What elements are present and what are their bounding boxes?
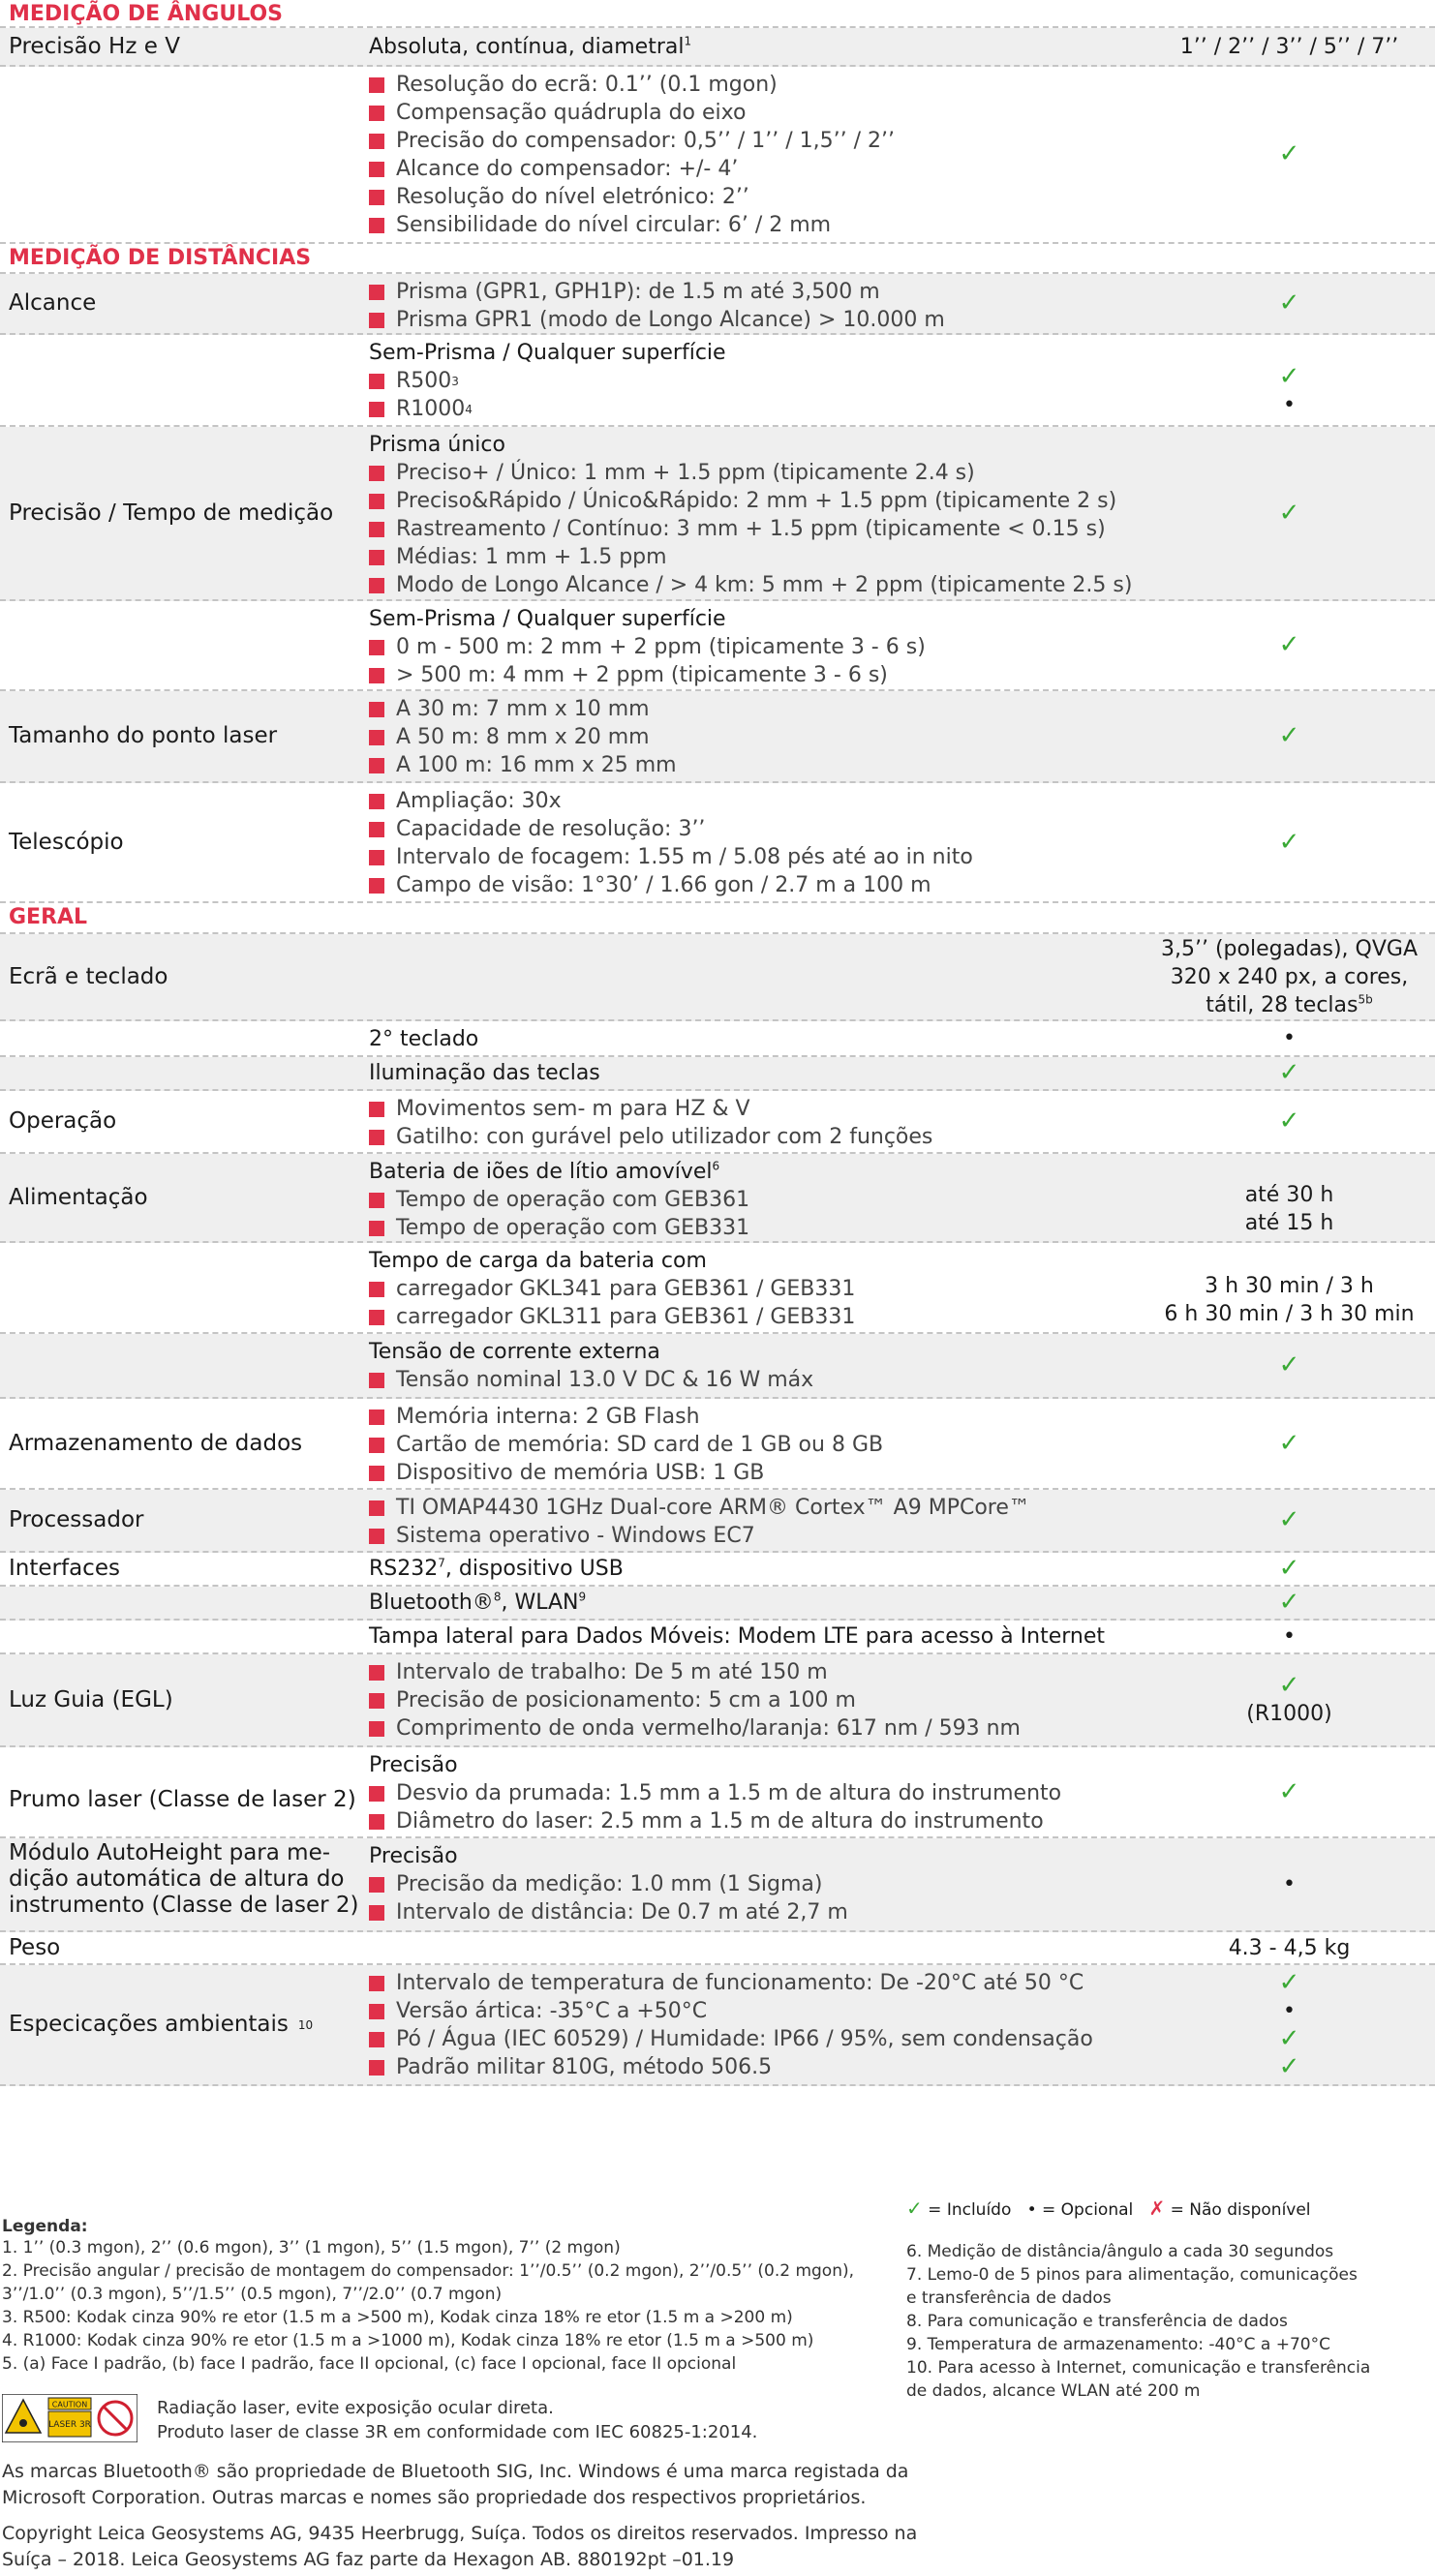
bullet-square-icon (369, 1373, 384, 1388)
optional-dot-icon: • (1283, 1872, 1296, 1896)
row-label: Especicações ambientais (9, 2012, 289, 2037)
bullet-square-icon (369, 190, 384, 205)
list-item: R500 3 (369, 367, 1144, 395)
legend-note: 8. Para comunicação e transferência de dados (906, 2312, 1288, 2331)
legend-note: 2. Precisão angular / precisão de montagem do compensador: 1’’/0.5’’ (0.2 mgon), 2’’/0.5’’ (0.2 mgon), (2, 2261, 855, 2281)
row-label: Ecrã e teclado (9, 963, 168, 989)
list-item: Precisão do compensador: 0,5’’ / 1’’ / 1,5’’ / 2’’ (369, 127, 1144, 155)
check-icon: ✓ (1278, 139, 1300, 168)
row-ponto-laser (0, 691, 1435, 783)
bullet-square-icon (369, 668, 384, 683)
cross-icon: ✗ (1148, 2197, 1166, 2220)
list-item: Tempo de operação com GEB361 (369, 1186, 1144, 1214)
bullet-square-icon (369, 1721, 384, 1737)
bullet-square-icon (369, 494, 384, 509)
check-icon: ✓ (1278, 1671, 1300, 1700)
legend-key: ✓ = Incluído • = Opcional ✗ = Não disponível (906, 2197, 1311, 2220)
bullet-square-icon (369, 1102, 384, 1117)
row-angle-details (0, 67, 1435, 244)
row-label: Precisão / Tempo de medição (9, 500, 334, 526)
row-head: Tensão de corrente externa (369, 1340, 660, 1364)
row-head: Bateria de iões de lítio amovível (369, 1160, 713, 1184)
row-sem-prisma-precisao (0, 601, 1435, 691)
legend-note: 3’’/1.0’’ (0.3 mgon), 5’’/1.5’’ (0.5 mgon), 7’’/2.0’’ (0.7 mgon) (2, 2285, 503, 2304)
legend-note: 5. (a) Face I padrão, (b) face I padrão, face II opcional, (c) face I opcional, face II opcional (2, 2354, 737, 2374)
bullet-square-icon (369, 2060, 384, 2076)
row-prumo-laser (0, 1747, 1435, 1838)
row-precisao-tempo (0, 427, 1435, 601)
check-icon: ✓ (1278, 288, 1300, 318)
list-item: Intervalo de distância: De 0.7 m até 2,7 m (369, 1898, 1144, 1926)
list-item: Movimentos sem- m para HZ & V (369, 1095, 1144, 1123)
optional-dot-icon: • (1026, 2200, 1037, 2220)
bullet-square-icon (369, 702, 384, 717)
bullet-square-icon (369, 1786, 384, 1802)
bullet-square-icon (369, 1905, 384, 1921)
bullet-square-icon (369, 850, 384, 865)
section-distances: MEDIÇÃO DE DISTÂNCIAS (0, 244, 1435, 274)
copyright: Copyright Leica Geosystems AG, 9435 Heerbrugg, Suíça. Todos os direitos reservados. Impresso na Suíça – 2018. Leica Geosystems AG faz parte da Hexagon AB. 880192pt –01.19 (2, 2523, 918, 2570)
check-icon: ✓ (1278, 1588, 1300, 1617)
row-tampa-lateral (0, 1621, 1435, 1654)
row-label: Luz Guia (EGL) (9, 1686, 173, 1712)
list-item: Alcance do compensador: +/- 4’ (369, 155, 1144, 183)
row-label: Peso (9, 1934, 61, 1960)
check-icon: ✓ (1278, 2052, 1300, 2081)
list-item: Intervalo de trabalho: De 5 m até 150 m (369, 1658, 1144, 1686)
bullet-square-icon (369, 640, 384, 655)
bullet-square-icon (369, 374, 384, 389)
row-segundo-teclado (0, 1021, 1435, 1057)
row-head: Precisão (369, 1844, 458, 1868)
bullet-square-icon (369, 1814, 384, 1830)
row-armazenamento (0, 1399, 1435, 1490)
list-item: Precisão de posicionamento: 5 cm a 100 m (369, 1686, 1144, 1714)
bullet-square-icon (369, 218, 384, 233)
bullet-square-icon (369, 77, 384, 93)
row-head: Precisão (369, 1753, 458, 1777)
list-item: Padrão militar 810G, método 506.5 (369, 2053, 1144, 2081)
bullet-square-icon (369, 1976, 384, 1991)
bullet-square-icon (369, 550, 384, 565)
list-item: 0 m - 500 m: 2 mm + 2 ppm (tipicamente 3 - 6 s) (369, 633, 1144, 661)
svg-text:CAUTION: CAUTION (51, 2400, 88, 2409)
list-item: A 100 m: 16 mm x 25 mm (369, 751, 1144, 779)
row-alcance (0, 274, 1435, 335)
section-general: GERAL (0, 903, 1435, 934)
list-item: Resolução do ecrã: 0.1’’ (0.1 mgon) (369, 71, 1144, 99)
list-item: Cartão de memória: SD card de 1 GB ou 8 GB (369, 1431, 1144, 1459)
legend-note: 7. Lemo-0 de 5 pinos para alimentação, comunicações (906, 2265, 1358, 2285)
bullet-square-icon (369, 1409, 384, 1425)
bullet-square-icon (369, 134, 384, 149)
check-icon: ✓ (1278, 2024, 1300, 2053)
row-label: Armazenamento de dados (9, 1430, 303, 1456)
bullet-square-icon (369, 1193, 384, 1208)
row-processador (0, 1490, 1435, 1553)
list-item: Memória interna: 2 GB Flash (369, 1403, 1144, 1431)
bullet-square-icon (369, 1310, 384, 1325)
row-iluminacao-teclas (0, 1057, 1435, 1091)
row-label: Tamanho do ponto laser (9, 723, 278, 748)
list-item: Modo de Longo Alcance / > 4 km: 5 mm + 2 ppm (tipicamente 2.5 s) (369, 571, 1144, 599)
bullet-square-icon (369, 878, 384, 894)
list-item: Médias: 1 mm + 1.5 ppm (369, 543, 1144, 571)
bullet-square-icon (369, 1877, 384, 1893)
bullet-square-icon (369, 313, 384, 328)
list-item: Ampliação: 30x (369, 787, 1144, 815)
row-telescopio (0, 783, 1435, 903)
bullet-square-icon (369, 2004, 384, 2019)
row-label: Interfaces (9, 1556, 120, 1581)
row-value: 4.3 - 4,5 kg (1228, 1935, 1351, 1960)
row-luz-guia: Luz Guia (EGL) Intervalo de trabalho: De 5 m até 150 m Precisão de posicionamento: 5 cm a 100 m Comprimento de onda vermelho/laranja: 617 nm / 593 nm ✓ (R1000) (0, 1654, 1435, 1747)
check-icon: ✓ (1278, 827, 1300, 857)
list-item: Resolução do nível eletrónico: 2’’ (369, 183, 1144, 211)
list-item: Versão ártica: -35°C a +50°C (369, 1997, 1144, 2025)
row-label: Precisão Hz e V (9, 33, 180, 59)
check-icon: ✓ (906, 2197, 923, 2220)
list-item: Dispositivo de memória USB: 1 GB (369, 1459, 1144, 1487)
list-item: Prisma (GPR1, GPH1P): de 1.5 m até 3,500 m (369, 278, 1144, 306)
bullet-square-icon (369, 822, 384, 837)
list-item: Preciso+ / Único: 1 mm + 1.5 ppm (tipicamente 2.4 s) (369, 459, 1144, 487)
list-item: Diâmetro do laser: 2.5 mm a 1.5 m de altura do instrumento (369, 1807, 1144, 1835)
bullet-square-icon (369, 2032, 384, 2047)
list-item: Comprimento de onda vermelho/laranja: 617 nm / 593 nm (369, 1714, 1144, 1743)
row-head: Tampa lateral para Dados Móveis: Modem LTE para acesso à Internet (369, 1624, 1105, 1649)
row-label: Prumo laser (Classe de laser 2) (9, 1786, 356, 1812)
list-item: R1000 4 (369, 395, 1144, 423)
bullet-square-icon (369, 466, 384, 481)
list-item: A 30 m: 7 mm x 10 mm (369, 695, 1144, 723)
list-item: Desvio da prumada: 1.5 mm a 1.5 m de altura do instrumento (369, 1779, 1144, 1807)
list-item: TI OMAP4430 1GHz Dual-core ARM® Cortex™ A9 MPCore™ (369, 1494, 1144, 1522)
list-item: Sensibilidade do nível circular: 6’ / 2 mm (369, 211, 1144, 239)
legend-note: 6. Medição de distância/ângulo a cada 30 segundos (906, 2242, 1334, 2261)
bullet-square-icon (369, 758, 384, 773)
row-tempo-carga: Tempo de carga da bateria com carregador GKL341 para GEB361 / GEB331 carregador GKL311 para GEB361 / GEB331 3 h 30 min / 3 h 6 h 30 min / 3 h 30 min (0, 1243, 1435, 1334)
bullet-square-icon (369, 1500, 384, 1516)
optional-dot-icon: • (1283, 1624, 1296, 1649)
row-label: Telescópio (9, 829, 124, 855)
legend-note: de dados, alcance WLAN até 200 m (906, 2381, 1201, 2401)
check-icon: ✓ (1278, 1968, 1300, 1997)
row-interfaces: Interfaces $RS232^7$, dispositivo USB ✓ (0, 1553, 1435, 1587)
row-head: Sem-Prisma / Qualquer superfície (369, 607, 726, 631)
list-item: Rastreamento / Contínuo: 3 mm + 1.5 ppm (tipicamente < 0.15 s) (369, 515, 1144, 543)
legend-title: Legenda: (2, 2217, 88, 2236)
bullet-square-icon (369, 578, 384, 593)
list-item: Preciso&Rápido / Único&Rápido: 2 mm + 1.5 ppm (tipicamente 2 s) (369, 487, 1144, 515)
row-label: Alimentação (9, 1184, 148, 1210)
legend (0, 2217, 1435, 2401)
list-item: Gatilho: con gurável pelo utilizador com 2 funções (369, 1123, 1144, 1151)
check-icon: ✓ (1278, 498, 1300, 528)
list-item: Sistema operativo - Windows EC7 (369, 1522, 1144, 1550)
trademarks: As marcas Bluetooth® são propriedade de Bluetooth SIG, Inc. Windows é uma marca registada da Microsoft Corporation. Outras marcas e nomes são propriedade dos respectivos proprietários. (2, 2461, 909, 2508)
check-icon: ✓ (1278, 721, 1300, 750)
row-alimentacao: Alimentação Bateria de iões de lítio amovível$^6$ Tempo de operação com GEB361 Tempo de operação com GEB331 até 30 h até 15 h (0, 1154, 1435, 1243)
row-head: Tempo de carga da bateria com (369, 1249, 707, 1273)
optional-dot-icon: • (1283, 1999, 1296, 2023)
list-item: carregador GKL341 para GEB361 / GEB331 (369, 1275, 1144, 1303)
optional-dot-icon: • (1283, 1026, 1296, 1050)
legend-note: 3. R500: Kodak cinza 90% re etor (1.5 m a >500 m), Kodak cinza 18% re etor (1.5 m a >200 m) (2, 2308, 793, 2327)
row-label: Módulo AutoHeight para me- (9, 1840, 331, 1865)
row-label: Operação (9, 1108, 117, 1134)
legend-note: 1. 1’’ (0.3 mgon), 2’’ (0.6 mgon), 3’’ (1 mgon), 5’’ (1.5 mgon), 7’’ (2 mgon) (2, 2238, 621, 2258)
check-icon: ✓ (1278, 1554, 1300, 1583)
check-icon: ✓ (1278, 362, 1300, 391)
list-item: Intervalo de temperatura de funcionamento: De -20°C até 50 °C (369, 1969, 1144, 1997)
legend-note: 10. Para acesso à Internet, comunicação e transferência (906, 2358, 1371, 2378)
row-ecra-teclado: Ecrã e teclado 3,5’’ (polegadas), QVGA 320 x 240 px, a cores, tátil, 28 teclas$^{5b}$ (0, 934, 1435, 1021)
row-label: Processador (9, 1507, 144, 1532)
list-item: Tensão nominal 13.0 V DC & 16 W máx (369, 1366, 1144, 1394)
list-item: > 500 m: 4 mm + 2 ppm (tipicamente 3 - 6 s) (369, 661, 1144, 689)
check-icon: ✓ (1278, 1106, 1300, 1136)
list-item: Precisão da medição: 1.0 mm (1 Sigma) (369, 1870, 1144, 1898)
row-head: Iluminação das teclas (369, 1061, 600, 1085)
row-head: Absoluta, contínua, diametral (369, 35, 685, 59)
row-head: 2° teclado (369, 1027, 479, 1051)
row-value: 1’’ / 2’’ / 3’’ / 5’’ / 7’’ (1179, 34, 1399, 59)
bullet-square-icon (369, 1466, 384, 1481)
bullet-square-icon (369, 522, 384, 537)
row-operacao (0, 1091, 1435, 1154)
check-icon: ✓ (1278, 1505, 1300, 1534)
row-head: Prisma único (369, 433, 505, 457)
bullet-square-icon (369, 1665, 384, 1681)
bullet-square-icon (369, 1529, 384, 1544)
row-head: Sem-Prisma / Qualquer superfície (369, 341, 726, 365)
list-item: Tempo de operação com GEB331 (369, 1214, 1144, 1242)
bullet-square-icon (369, 106, 384, 121)
bullet-square-icon (369, 285, 384, 300)
list-item: Prisma GPR1 (modo de Longo Alcance) > 10.000 m (369, 306, 1144, 334)
check-icon: ✓ (1278, 1776, 1300, 1806)
row-autoheight: Módulo AutoHeight para me- dição automática de altura do instrumento (Classe de laser 2) Precisão Precisão da medição: 1.0 mm (1 Sigma) Intervalo de distância: De 0.7 m até 2,7 m • (0, 1838, 1435, 1932)
svg-text:LASER 3R: LASER 3R (48, 2420, 91, 2430)
row-sem-prisma (0, 335, 1435, 427)
row-tensao (0, 1334, 1435, 1399)
legend-note: 9. Temperatura de armazenamento: -40°C a +70°C (906, 2335, 1330, 2354)
list-item: Compensação quádrupla do eixo (369, 99, 1144, 127)
check-icon: ✓ (1278, 630, 1300, 659)
row-especificacoes-ambientais: Especicações ambientais 10 Intervalo de temperatura de funcionamento: De -20°C até 50 °C Versão ártica: -35°C a +50°C Pó / Água (IEC 60529) / Humidade: IP66 / 95%, sem condensação Padrão militar 810G, método 506.5 ✓ • ✓ ✓ (0, 1965, 1435, 2086)
laser-warning-label (2, 2394, 137, 2446)
check-icon: ✓ (1278, 1058, 1300, 1087)
section-angles: MEDIÇÃO DE ÂNGULOS (0, 0, 1435, 28)
list-item: A 50 m: 8 mm x 20 mm (369, 723, 1144, 751)
bullet-square-icon (369, 1130, 384, 1145)
legend-note: 4. R1000: Kodak cinza 90% re etor (1.5 m a >1000 m), Kodak cinza 18% re etor (1.5 m a >500 m) (2, 2331, 814, 2350)
bullet-square-icon (369, 402, 384, 417)
row-peso (0, 1932, 1435, 1965)
list-item: Capacidade de resolução: 3’’ (369, 815, 1144, 843)
laser-text: Radiação laser, evite exposição ocular direta. Produto laser de classe 3R em conformidade com IEC 60825-1:2014. (157, 2398, 758, 2442)
check-icon: ✓ (1278, 1428, 1300, 1458)
bullet-square-icon (369, 1221, 384, 1236)
bullet-square-icon (369, 162, 384, 177)
bullet-square-icon (369, 1282, 384, 1297)
list-item: Pó / Água (IEC 60529) / Humidade: IP66 / 95%, sem condensação (369, 2025, 1144, 2053)
row-bluetooth: Bluetooth®$^8$, WLAN$^9$ ✓ (0, 1587, 1435, 1621)
row-label: Alcance (9, 290, 97, 316)
list-item: Intervalo de focagem: 1.55 m / 5.08 pés até ao in nito (369, 843, 1144, 871)
list-item: Campo de visão: 1°30’ / 1.66 gon / 2.7 m a 100 m (369, 871, 1144, 899)
check-icon: ✓ (1278, 1350, 1300, 1379)
bullet-square-icon (369, 1438, 384, 1453)
list-item: carregador GKL311 para GEB361 / GEB331 (369, 1303, 1144, 1331)
laser-warning-icon (2, 2394, 137, 2442)
bullet-square-icon (369, 730, 384, 745)
bullet-square-icon (369, 1693, 384, 1709)
row-precisao-hz-v: Precisão Hz e V Absoluta, contínua, diametral$^1$ 1’’ / 2’’ / 3’’ / 5’’ / 7’’ (0, 28, 1435, 67)
optional-dot-icon: • (1283, 393, 1296, 417)
bullet-square-icon (369, 794, 384, 809)
legend-note: e transferência de dados (906, 2288, 1112, 2308)
